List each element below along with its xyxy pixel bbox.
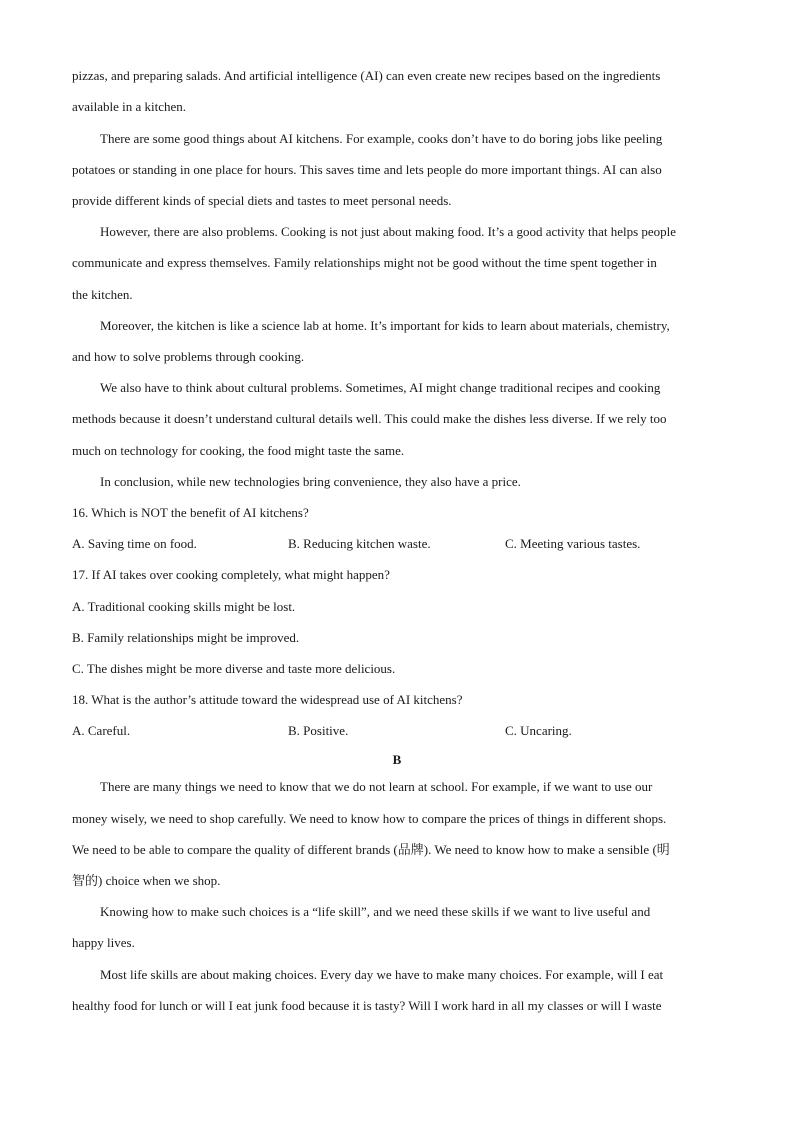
question-18-stem: 18. What is the author’s attitude toward the widespread use of AI kitchens? xyxy=(72,692,463,707)
question-16-option-c[interactable]: C. Meeting various tastes. xyxy=(505,536,641,551)
passage-a-line-12: methods because it doesn’t understand cultural details well. This could make the dishes less diverse. If we rely too xyxy=(72,411,667,426)
passage-a-line-9: Moreover, the kitchen is like a science lab at home. It’s important for kids to learn about materials, chemistry, xyxy=(100,318,670,333)
passage-a-line-7: communicate and express themselves. Family relationships might not be good without the time spent together in xyxy=(72,255,657,270)
passage-b-line-8: healthy food for lunch or will I eat junk food because it is tasty? Will I work hard in all my classes or will I waste xyxy=(72,998,662,1013)
passage-b-line-1: There are many things we need to know that we do not learn at school. For example, if we want to use our xyxy=(100,779,653,794)
passage-a-line-8: the kitchen. xyxy=(72,287,133,302)
question-16-stem: 16. Which is NOT the benefit of AI kitchens? xyxy=(72,505,309,520)
question-18-options xyxy=(72,723,732,739)
passage-a-line-13: much on technology for cooking, the food might taste the same. xyxy=(72,443,405,458)
question-16-options xyxy=(72,536,732,552)
passage-a-line-5: provide different kinds of special diets and tastes to meet personal needs. xyxy=(72,193,452,208)
section-b-heading: B xyxy=(392,752,402,767)
question-18-option-a[interactable]: A. Careful. xyxy=(72,723,131,738)
passage-b-line-2: money wisely, we need to shop carefully. We need to know how to compare the prices of things in different shops. xyxy=(72,811,667,826)
passage-a-line-2: available in a kitchen. xyxy=(72,99,187,114)
passage-a-line-10: and how to solve problems through cooking. xyxy=(72,349,305,364)
passage-b-line-7: Most life skills are about making choices. Every day we have to make many choices. For example, will I eat xyxy=(100,967,664,982)
question-18-option-c[interactable]: C. Uncaring. xyxy=(505,723,572,738)
passage-a-line-11: We also have to think about cultural problems. Sometimes, AI might change traditional recipes and cooking xyxy=(100,380,661,395)
passage-a-line-1: pizzas, and preparing salads. And artificial intelligence (AI) can even create new recipes based on the ingredients xyxy=(72,68,661,83)
passage-a-line-4: potatoes or standing in one place for hours. This saves time and lets people do more important things. AI can also xyxy=(72,162,662,177)
passage-a-line-6: However, there are also problems. Cooking is not just about making food. It’s a good activity that helps people xyxy=(100,224,677,239)
question-18-option-b[interactable]: B. Positive. xyxy=(288,723,349,738)
passage-b-line-5: Knowing how to make such choices is a “life skill”, and we need these skills if we want to live useful and xyxy=(100,904,651,919)
passage-b-line-3: We need to be able to compare the quality of different brands (品牌). We need to know how to make a sensible (明 xyxy=(72,842,670,857)
question-16-option-b[interactable]: B. Reducing kitchen waste. xyxy=(288,536,431,551)
passage-a-line-14: In conclusion, while new technologies bring convenience, they also have a price. xyxy=(100,474,521,489)
question-17-option-a[interactable]: A. Traditional cooking skills might be lost. xyxy=(72,599,296,614)
passage-b-line-6: happy lives. xyxy=(72,935,135,950)
question-17-option-b[interactable]: B. Family relationships might be improved. xyxy=(72,630,300,645)
question-17-option-c[interactable]: C. The dishes might be more diverse and taste more delicious. xyxy=(72,661,396,676)
question-16-option-a[interactable]: A. Saving time on food. xyxy=(72,536,197,551)
passage-b-line-4: 智的) choice when we shop. xyxy=(72,873,221,888)
question-17-stem: 17. If AI takes over cooking completely, what might happen? xyxy=(72,567,390,582)
passage-a-line-3: There are some good things about AI kitchens. For example, cooks don’t have to do boring jobs like peeling xyxy=(100,131,663,146)
